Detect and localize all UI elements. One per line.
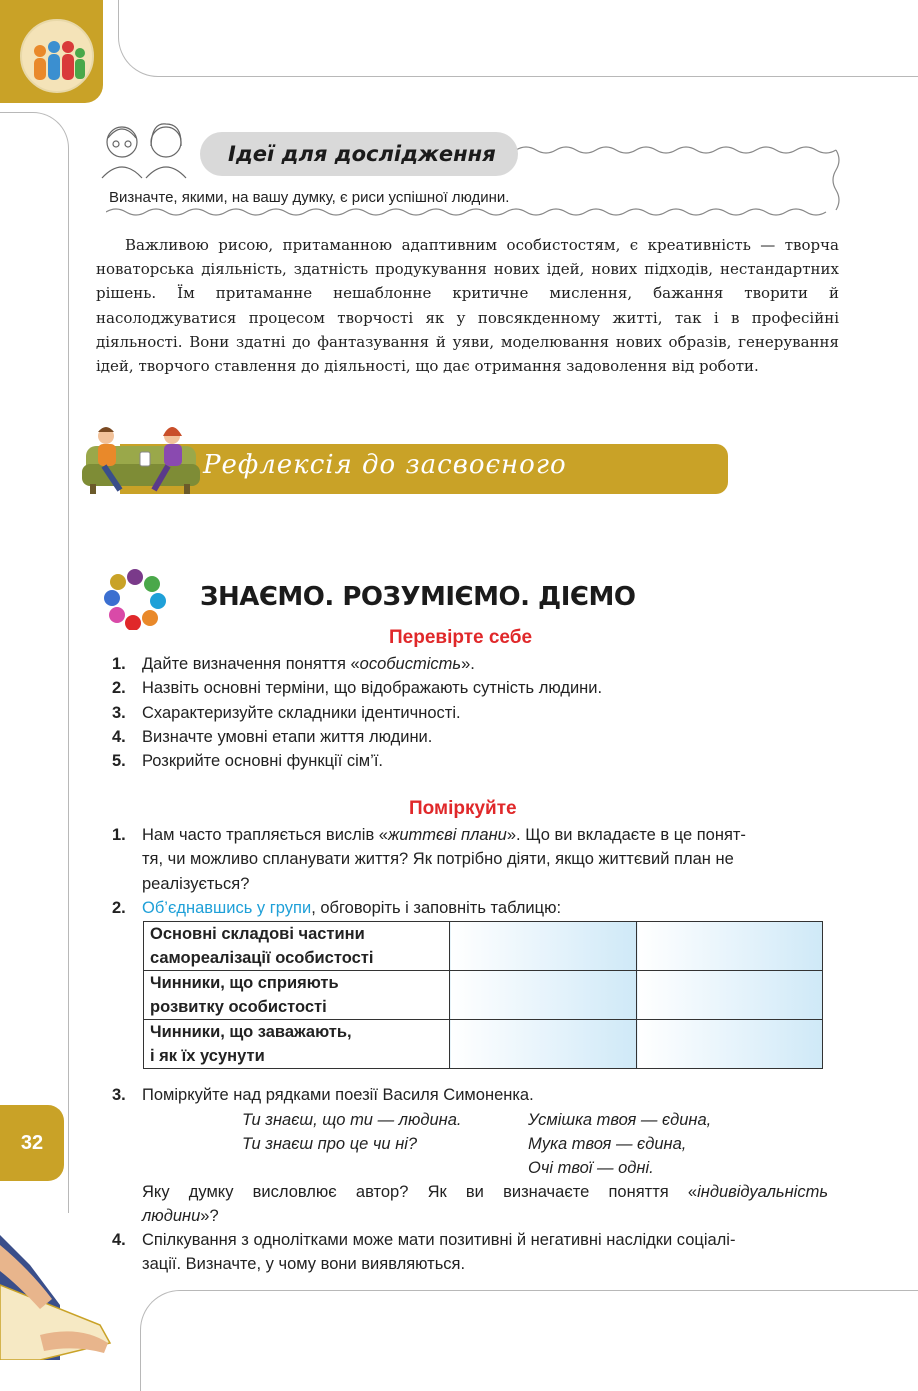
q2-number: 2. bbox=[112, 899, 126, 917]
row-label: Основні складові частини самореалізації особистості bbox=[144, 922, 450, 971]
table-cell[interactable] bbox=[637, 971, 823, 1020]
q1-number: 1. bbox=[112, 826, 126, 844]
table-cell[interactable] bbox=[450, 922, 637, 971]
q4-number: 4. bbox=[112, 1231, 126, 1249]
ideas-task: Визначте, якими, на вашу думку, є риси успішної людини. bbox=[109, 189, 510, 206]
list-item: 4. Визначте умовні етапи життя людини. bbox=[112, 727, 433, 746]
q4-text: Спілкування з однолітками може мати позитивні й негативні наслідки соціалі- зації. Визначте, у чому вони виявляються. bbox=[142, 1231, 736, 1274]
poem-right: Усмішка твоя — єдина, Мука твоя — єдина, Очі твої — одні. bbox=[528, 1111, 712, 1177]
body-paragraph: Важливою рисою, притаманною адаптивним особистостям, є креативність — творча новаторська діяльність, здатність продукування нових ідей, нових підходів, нестандартних рішень. Їм притаманне нешаблонне критичне мислення, бажання творити й насолоджуватися процесом творчості як у повсякденному житті, так і в професійні діяльності. Вони здатні до фантазування й уяви, моделювання нових образів, генерування ідей, творчого ставлення до діяльності, що дає отримання задоволення від роботи. bbox=[96, 236, 839, 376]
q3-followup: Яку думку висловлює автор? Як ви визначаєте поняття «індивідуальність людини»? bbox=[142, 1183, 828, 1226]
list-item: 1. Дайте визначення поняття «особистість». bbox=[112, 655, 475, 673]
page-frame-left bbox=[0, 112, 69, 1213]
q3-text: Поміркуйте над рядками поезії Василя Симоненка. bbox=[142, 1086, 534, 1104]
group-work-link: Об’єднавшись у групи bbox=[142, 899, 312, 917]
page-frame-bottom bbox=[140, 1290, 918, 1391]
q1-text: Нам часто трапляється вислів «життєві плани». Що ви вкладаєте в це понят- тя, чи можливо спланувати життя? Як потрібно діяти, якщо життєвий план не реалізується? bbox=[142, 826, 746, 893]
table-cell[interactable] bbox=[450, 1020, 637, 1069]
q3-number: 3. bbox=[112, 1086, 126, 1104]
puzzle-flower-icon bbox=[104, 568, 166, 630]
reflection-title: Рефлексія до засвоєного bbox=[203, 450, 567, 480]
q2-text: Об’єднавшись у групи, обговоріть і заповніть таблицю: bbox=[142, 899, 562, 917]
think-heading: Поміркуйте bbox=[409, 798, 517, 819]
page-number: 32 bbox=[0, 1105, 64, 1181]
fill-in-table bbox=[143, 921, 823, 1069]
section-title: ЗНАЄМО. РОЗУМІЄМО. ДІЄМО bbox=[200, 582, 636, 612]
family-logo-icon bbox=[20, 19, 94, 93]
row-label: Чинники, що заважають, і як їх усунути bbox=[144, 1020, 450, 1069]
row-label: Чинники, що сприяють розвитку особистості bbox=[144, 971, 450, 1020]
poem-left: Ти знаєш, що ти — людина. Ти знаєш про це чи ні? bbox=[242, 1111, 462, 1153]
table-row bbox=[144, 971, 823, 1020]
table-cell[interactable] bbox=[637, 1020, 823, 1069]
list-item: 2. Назвіть основні терміни, що відображають сутність людини. bbox=[112, 679, 603, 698]
ideas-title: Ідеї для дослідження bbox=[200, 132, 518, 176]
list-item: 3. Схарактеризуйте складники ідентичності. bbox=[112, 703, 461, 722]
table-row bbox=[144, 1020, 823, 1069]
page-frame-top bbox=[118, 0, 918, 77]
check-list bbox=[112, 652, 832, 773]
sofa-people-illustration-icon bbox=[80, 418, 202, 500]
table-cell[interactable] bbox=[637, 922, 823, 971]
table-cell[interactable] bbox=[450, 971, 637, 1020]
hands-illustration-icon bbox=[0, 1225, 120, 1360]
list-item: 5. Розкрийте основні функції сім’ї. bbox=[112, 752, 383, 771]
table-row bbox=[144, 922, 823, 971]
check-heading: Перевірте себе bbox=[389, 627, 533, 648]
